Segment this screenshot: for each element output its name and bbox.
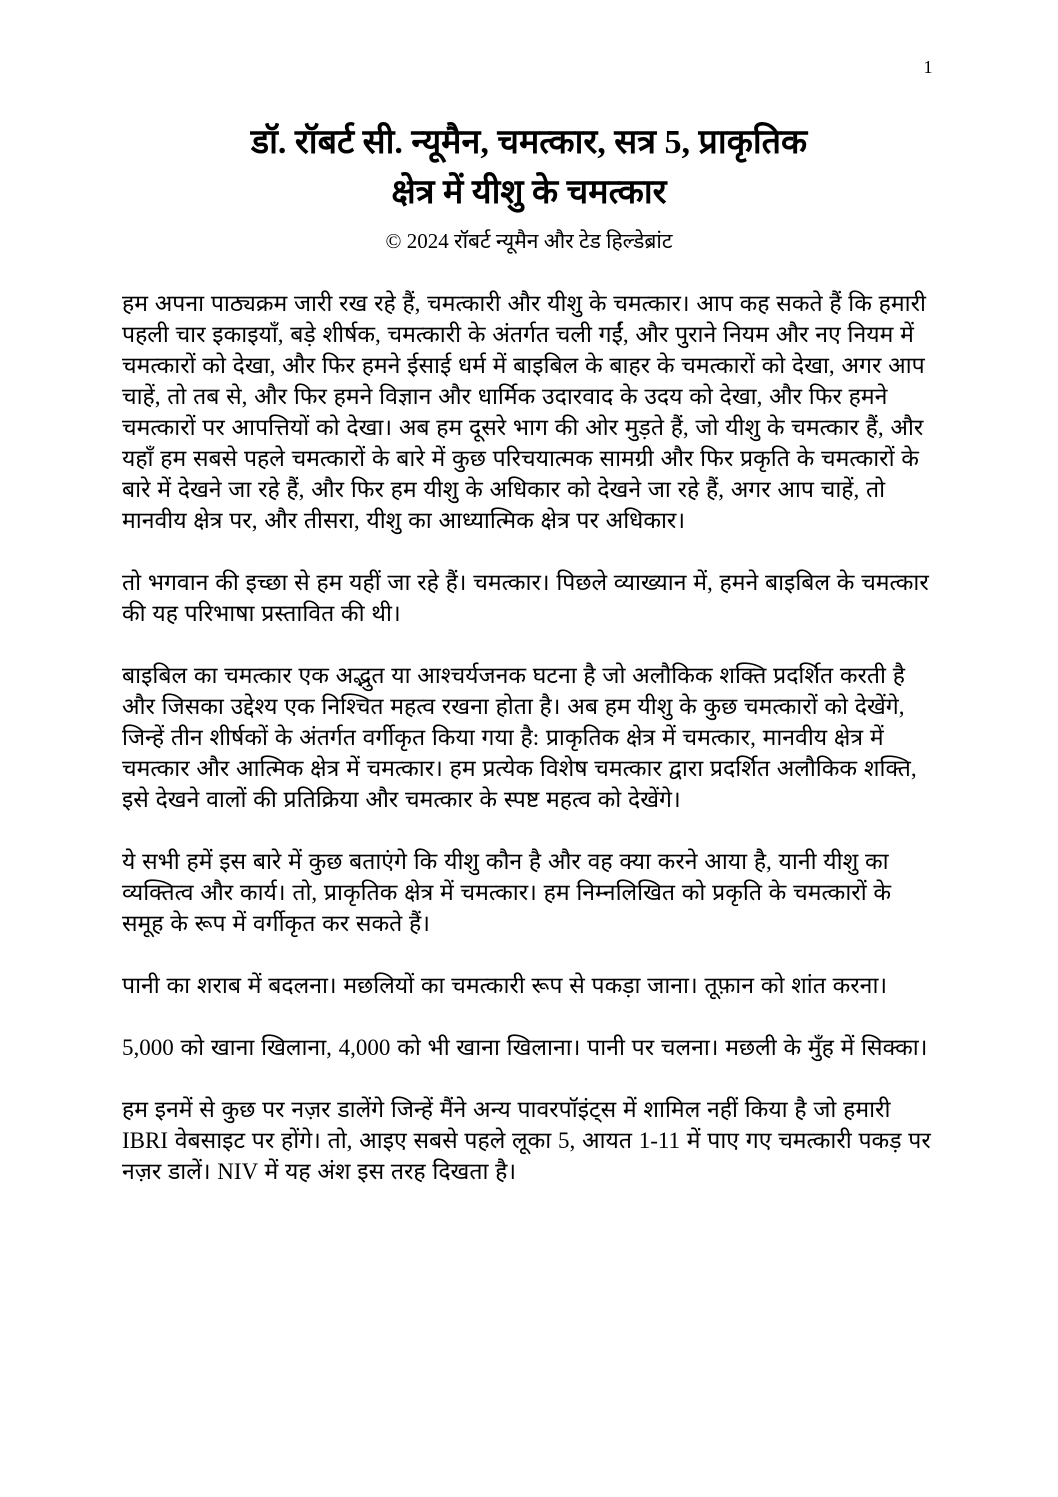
page-number: 1 (923, 57, 933, 77)
paragraph-2: तो भगवान की इच्छा से हम यहीं जा रहे हैं। चमत्कार। पिछले व्याख्यान में, हमने बाइबिल के चमत्कार की यह परिभाषा प्रस्तावित की थी। (122, 570, 929, 626)
paragraph-5: पानी का शराब में बदलना। मछलियों का चमत्कारी रूप से पकड़ा जाना। तूफ़ान को शांत करना। (122, 973, 888, 998)
paragraph-4: ये सभी हमें इस बारे में कुछ बताएंगे कि यीशु कौन है और वह क्या करने आया है, यानी यीशु का व्यक्तित्व और कार्य। तो, प्राकृतिक क्षेत्र में चमत्कार। हम निम्नलिखित को प्रकृति के चमत्कारों के समूह के रूप में वर्गीकृत कर सकते हैं। (122, 849, 892, 936)
document-title (119, 118, 939, 218)
paragraph-7: हम इनमें से कुछ पर नज़र डालेंगे जिन्हें मैंने अन्य पावरपॉइंट्स में शामिल नहीं किया है जो हमारी IBRI वेबसाइट पर होंगे। तो, आइए सबसे पहले लूका 5, आयत 1-11 में पाए गए चमत्कारी पकड़ पर नज़र डालें। NIV में यह अंश इस तरह दिखता है। (122, 1097, 931, 1184)
copyright-line: © 2024 रॉबर्ट न्यूमैन और टेड हिल्डेब्रांट (385, 229, 673, 253)
document-header (0, 0, 1058, 254)
document-title-line-2: क्षेत्र में यीशु के चमत्कार (391, 174, 667, 211)
paragraph-1: हम अपना पाठ्यक्रम जारी रख रहे हैं, चमत्कारी और यीशु के चमत्कार। आप कह सकते हैं कि हमारी पहली चार इकाइयाँ, बड़े शीर्षक, चमत्कारी के अंतर्गत चली गईं, और पुराने नियम और नए नियम में चमत्कारों को देखा, और फिर हमने ईसाई धर्म में बाइबिल के बाहर के चमत्कारों को देखा, अगर आप चाहें, तो तब से, और फिर हमने विज्ञान और धार्मिक उदारवाद के उदय को देखा, और फिर हमने चमत्कारों पर आपत्तियों को देखा। अब हम दूसरे भाग की ओर मुड़ते हैं, जो यीशु के चमत्कार हैं, और यहाँ हम सबसे पहले चमत्कारों के बारे में कुछ परिचयात्मक सामग्री और फिर प्रकृति के चमत्कारों के बारे में देखने जा रहे हैं, और फिर हम यीशु के अधिकार को देखने जा रहे हैं, अगर आप चाहें, तो मानवीय क्षेत्र पर, और तीसरा, यीशु का आध्यात्मिक क्षेत्र पर अधिकार। (122, 291, 926, 533)
paragraph-3: बाइबिल का चमत्कार एक अद्भुत या आश्चर्यजनक घटना है जो अलौकिक शक्ति प्रदर्शित करती है और जिसका उद्देश्य एक निश्चित महत्व रखना होता है। अब हम यीशु के कुछ चमत्कारों को देखेंगे, जिन्हें तीन शीर्षकों के अंतर्गत वर्गीकृत किया गया है: प्राकृतिक क्षेत्र में चमत्कार, मानवीय क्षेत्र में चमत्कार और आत्मिक क्षेत्र में चमत्कार। हम प्रत्येक विशेष चमत्कार द्वारा प्रदर्शित अलौकिक शक्ति, इसे देखने वालों की प्रतिक्रिया और चमत्कार के स्पष्ट महत्व को देखेंगे। (122, 663, 917, 812)
paragraph-6: 5,000 को खाना खिलाना, 4,000 को भी खाना खिलाना। पानी पर चलना। मछली के मुँह में सिक्का। (122, 1035, 928, 1060)
document-title-line-1: डॉ. रॉबर्ट सी. न्यूमैन, चमत्कार, सत्र 5, प्राकृतिक (250, 124, 808, 161)
document-body (122, 288, 937, 1187)
